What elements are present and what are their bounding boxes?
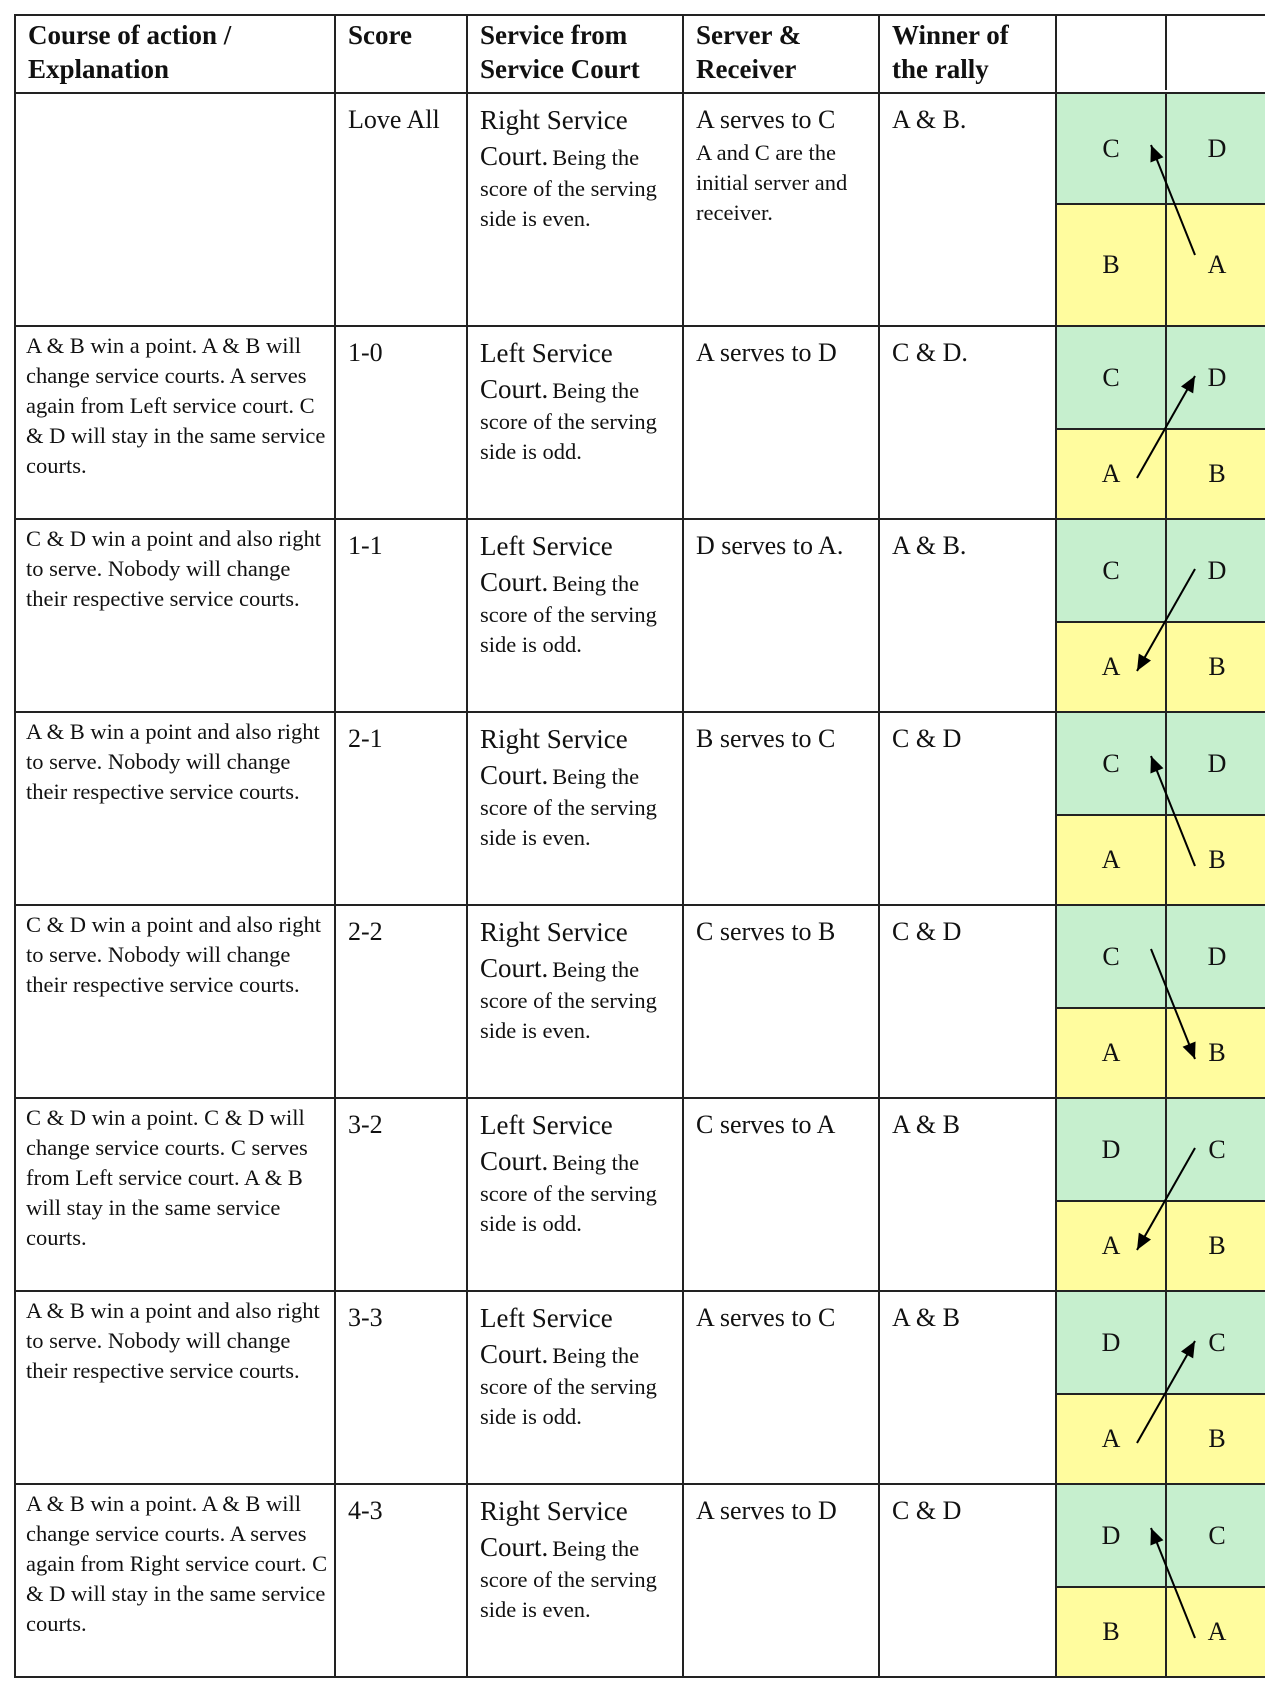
score-cell: 4-3 (335, 1484, 467, 1677)
court-bottom-right: B (1167, 816, 1265, 904)
serve-arrowhead (1183, 1042, 1196, 1059)
header-explanation: Course of action / Explanation (15, 15, 335, 93)
court-top-right: C (1167, 1099, 1265, 1200)
court-top-left: D (1057, 1292, 1165, 1393)
serve-arrow-line (1151, 949, 1195, 1059)
court-diagram (1057, 327, 1265, 518)
serve-arrow-line (1137, 569, 1195, 671)
service-court-label: Left Service Court. (480, 338, 613, 404)
court-top-left: C (1057, 520, 1165, 621)
serve-arrow-line (1137, 1148, 1195, 1250)
winner-cell: C & D (879, 712, 1056, 905)
winner-cell: C & D (879, 905, 1056, 1098)
serve-arrow-line (1151, 756, 1195, 866)
court-diagram (1057, 94, 1265, 325)
rally-table (14, 14, 1265, 1678)
court-diagram-cell (1056, 93, 1265, 326)
serve-arrowhead (1181, 376, 1195, 393)
table-row (15, 1098, 1265, 1291)
service-court-detail: Being the score of the serving side is odd. (480, 1343, 657, 1429)
court-diagram (1057, 1485, 1265, 1676)
table-row (15, 519, 1265, 712)
serve-arrowhead (1181, 1341, 1195, 1358)
court-top-right: C (1167, 1485, 1265, 1586)
service-court-label: Left Service Court. (480, 1110, 613, 1176)
header-diagram (1056, 15, 1265, 93)
serve-arrow (1057, 713, 1265, 904)
winner-cell: A & B. (879, 519, 1056, 712)
service-court-label: Right Service Court. (480, 105, 628, 171)
service-court-cell (467, 905, 683, 1098)
service-court-cell (467, 326, 683, 519)
score-cell: 3-2 (335, 1098, 467, 1291)
court-top-left: D (1057, 1485, 1165, 1586)
server-receiver-cell (683, 712, 879, 905)
score-cell: 2-1 (335, 712, 467, 905)
winner-cell: A & B. (879, 93, 1056, 326)
server-receiver-text: A serves to D (696, 338, 837, 367)
server-receiver-text: A serves to D (696, 1496, 837, 1525)
header-server-receiver: Server & Receiver (683, 15, 879, 93)
server-receiver-text: C serves to A (696, 1110, 836, 1139)
winner-cell: C & D (879, 1484, 1056, 1677)
court-diagram (1057, 906, 1265, 1097)
explanation-cell: A & B win a point and also right to serve. Nobody will change their respective service courts. (15, 712, 335, 905)
service-court-detail: Being the score of the serving side is even. (480, 957, 657, 1043)
court-bottom-left: A (1057, 430, 1165, 518)
court-diagram (1057, 1292, 1265, 1483)
court-top-left: C (1057, 906, 1165, 1007)
table-row (15, 1291, 1265, 1484)
court-bottom-left: A (1057, 1202, 1165, 1290)
court-bottom-right: B (1167, 430, 1265, 518)
court-top-right: C (1167, 1292, 1265, 1393)
explanation-cell: A & B win a point and also right to serve. Nobody will change their respective service courts. (15, 1291, 335, 1484)
serve-arrow (1057, 1099, 1265, 1290)
header-score: Score (335, 15, 467, 93)
table-row (15, 93, 1265, 326)
court-bottom-left: B (1057, 205, 1165, 325)
serve-arrow-line (1151, 145, 1195, 255)
service-court-label: Right Service Court. (480, 917, 628, 983)
header-row (15, 15, 1265, 93)
server-receiver-text: A serves to C (696, 105, 836, 134)
serve-arrow (1057, 327, 1265, 518)
header-winner: Winner of the rally (879, 15, 1056, 93)
server-receiver-cell (683, 1484, 879, 1677)
server-receiver-text: C serves to B (696, 917, 836, 946)
service-court-label: Left Service Court. (480, 531, 613, 597)
court-bottom-left: A (1057, 1395, 1165, 1483)
court-bottom-right: B (1167, 1395, 1265, 1483)
serve-arrowhead (1137, 654, 1151, 671)
court-top-left: C (1057, 327, 1165, 428)
winner-cell: C & D. (879, 326, 1056, 519)
court-diagram-cell (1056, 712, 1265, 905)
court-bottom-right: B (1167, 623, 1265, 711)
serve-arrow (1057, 1485, 1265, 1676)
serve-arrow-line (1137, 1341, 1195, 1443)
service-court-cell (467, 712, 683, 905)
serve-arrowhead (1137, 1233, 1151, 1250)
court-top-right: D (1167, 520, 1265, 621)
court-bottom-right: A (1167, 1588, 1265, 1676)
explanation-cell: C & D win a point and also right to serve. Nobody will change their respective service courts. (15, 905, 335, 1098)
service-court-cell (467, 1484, 683, 1677)
serve-arrow-line (1137, 376, 1195, 478)
court-diagram (1057, 713, 1265, 904)
server-receiver-note: A and C are the initial server and receiver. (696, 140, 848, 225)
table-row (15, 326, 1265, 519)
service-court-detail: Being the score of the serving side is odd. (480, 1150, 657, 1236)
server-receiver-text: B serves to C (696, 724, 836, 753)
server-receiver-text: D serves to A. (696, 531, 844, 560)
serve-arrowhead (1150, 756, 1163, 773)
explanation-cell (15, 93, 335, 326)
service-court-cell (467, 1098, 683, 1291)
winner-cell: A & B (879, 1291, 1056, 1484)
score-cell: 3-3 (335, 1291, 467, 1484)
court-diagram-cell (1056, 1484, 1265, 1677)
service-court-cell (467, 519, 683, 712)
court-bottom-right: A (1167, 205, 1265, 325)
table-row (15, 1484, 1265, 1677)
court-diagram-cell (1056, 1098, 1265, 1291)
service-court-label: Right Service Court. (480, 1496, 628, 1562)
court-bottom-left: A (1057, 623, 1165, 711)
court-top-right: D (1167, 713, 1265, 814)
serve-arrow (1057, 1292, 1265, 1483)
court-bottom-left: B (1057, 1588, 1165, 1676)
court-diagram-cell (1056, 326, 1265, 519)
table-row (15, 712, 1265, 905)
server-receiver-cell (683, 93, 879, 326)
court-top-left: D (1057, 1099, 1165, 1200)
server-receiver-cell (683, 326, 879, 519)
court-diagram-cell (1056, 1291, 1265, 1484)
service-court-detail: Being the score of the serving side is even. (480, 1536, 657, 1622)
court-top-left: C (1057, 94, 1165, 203)
service-court-detail: Being the score of the serving side is odd. (480, 378, 657, 464)
service-court-cell (467, 93, 683, 326)
score-cell: 1-1 (335, 519, 467, 712)
court-bottom-left: A (1057, 1009, 1165, 1097)
serve-arrowhead (1150, 145, 1163, 162)
explanation-cell: C & D win a point. C & D will change service courts. C serves from Left service court. A & B will stay in the same service courts. (15, 1098, 335, 1291)
explanation-cell: A & B win a point. A & B will change service courts. A serves again from Right service court. C & D will stay in the same service courts. (15, 1484, 335, 1677)
header-diagram-divider (1165, 16, 1167, 90)
score-cell: 1-0 (335, 326, 467, 519)
server-receiver-cell (683, 1098, 879, 1291)
court-top-right: D (1167, 94, 1265, 203)
court-bottom-left: A (1057, 816, 1165, 904)
explanation-cell: A & B win a point. A & B will change service courts. A serves again from Left service court. C & D will stay in the same service courts. (15, 326, 335, 519)
score-cell: 2-2 (335, 905, 467, 1098)
service-court-cell (467, 1291, 683, 1484)
court-top-right: D (1167, 327, 1265, 428)
table-row (15, 905, 1265, 1098)
court-top-right: D (1167, 906, 1265, 1007)
serve-arrow (1057, 94, 1265, 325)
court-top-left: C (1057, 713, 1165, 814)
service-court-detail: Being the score of the serving side is even. (480, 145, 657, 231)
court-diagram (1057, 520, 1265, 711)
winner-cell: A & B (879, 1098, 1056, 1291)
serve-arrow (1057, 520, 1265, 711)
service-court-label: Left Service Court. (480, 1303, 613, 1369)
court-diagram (1057, 1099, 1265, 1290)
server-receiver-cell (683, 519, 879, 712)
server-receiver-cell (683, 1291, 879, 1484)
service-court-detail: Being the score of the serving side is odd. (480, 571, 657, 657)
service-court-label: Right Service Court. (480, 724, 628, 790)
server-receiver-text: A serves to C (696, 1303, 836, 1332)
court-bottom-right: B (1167, 1202, 1265, 1290)
score-cell: Love All (335, 93, 467, 326)
court-diagram-cell (1056, 905, 1265, 1098)
serve-arrow (1057, 906, 1265, 1097)
header-service-court: Service from Service Court (467, 15, 683, 93)
court-diagram-cell (1056, 519, 1265, 712)
explanation-cell: C & D win a point and also right to serve. Nobody will change their respective service courts. (15, 519, 335, 712)
serve-arrow-line (1151, 1528, 1195, 1638)
service-court-detail: Being the score of the serving side is even. (480, 764, 657, 850)
serve-arrowhead (1150, 1528, 1163, 1545)
court-bottom-right: B (1167, 1009, 1265, 1097)
server-receiver-cell (683, 905, 879, 1098)
